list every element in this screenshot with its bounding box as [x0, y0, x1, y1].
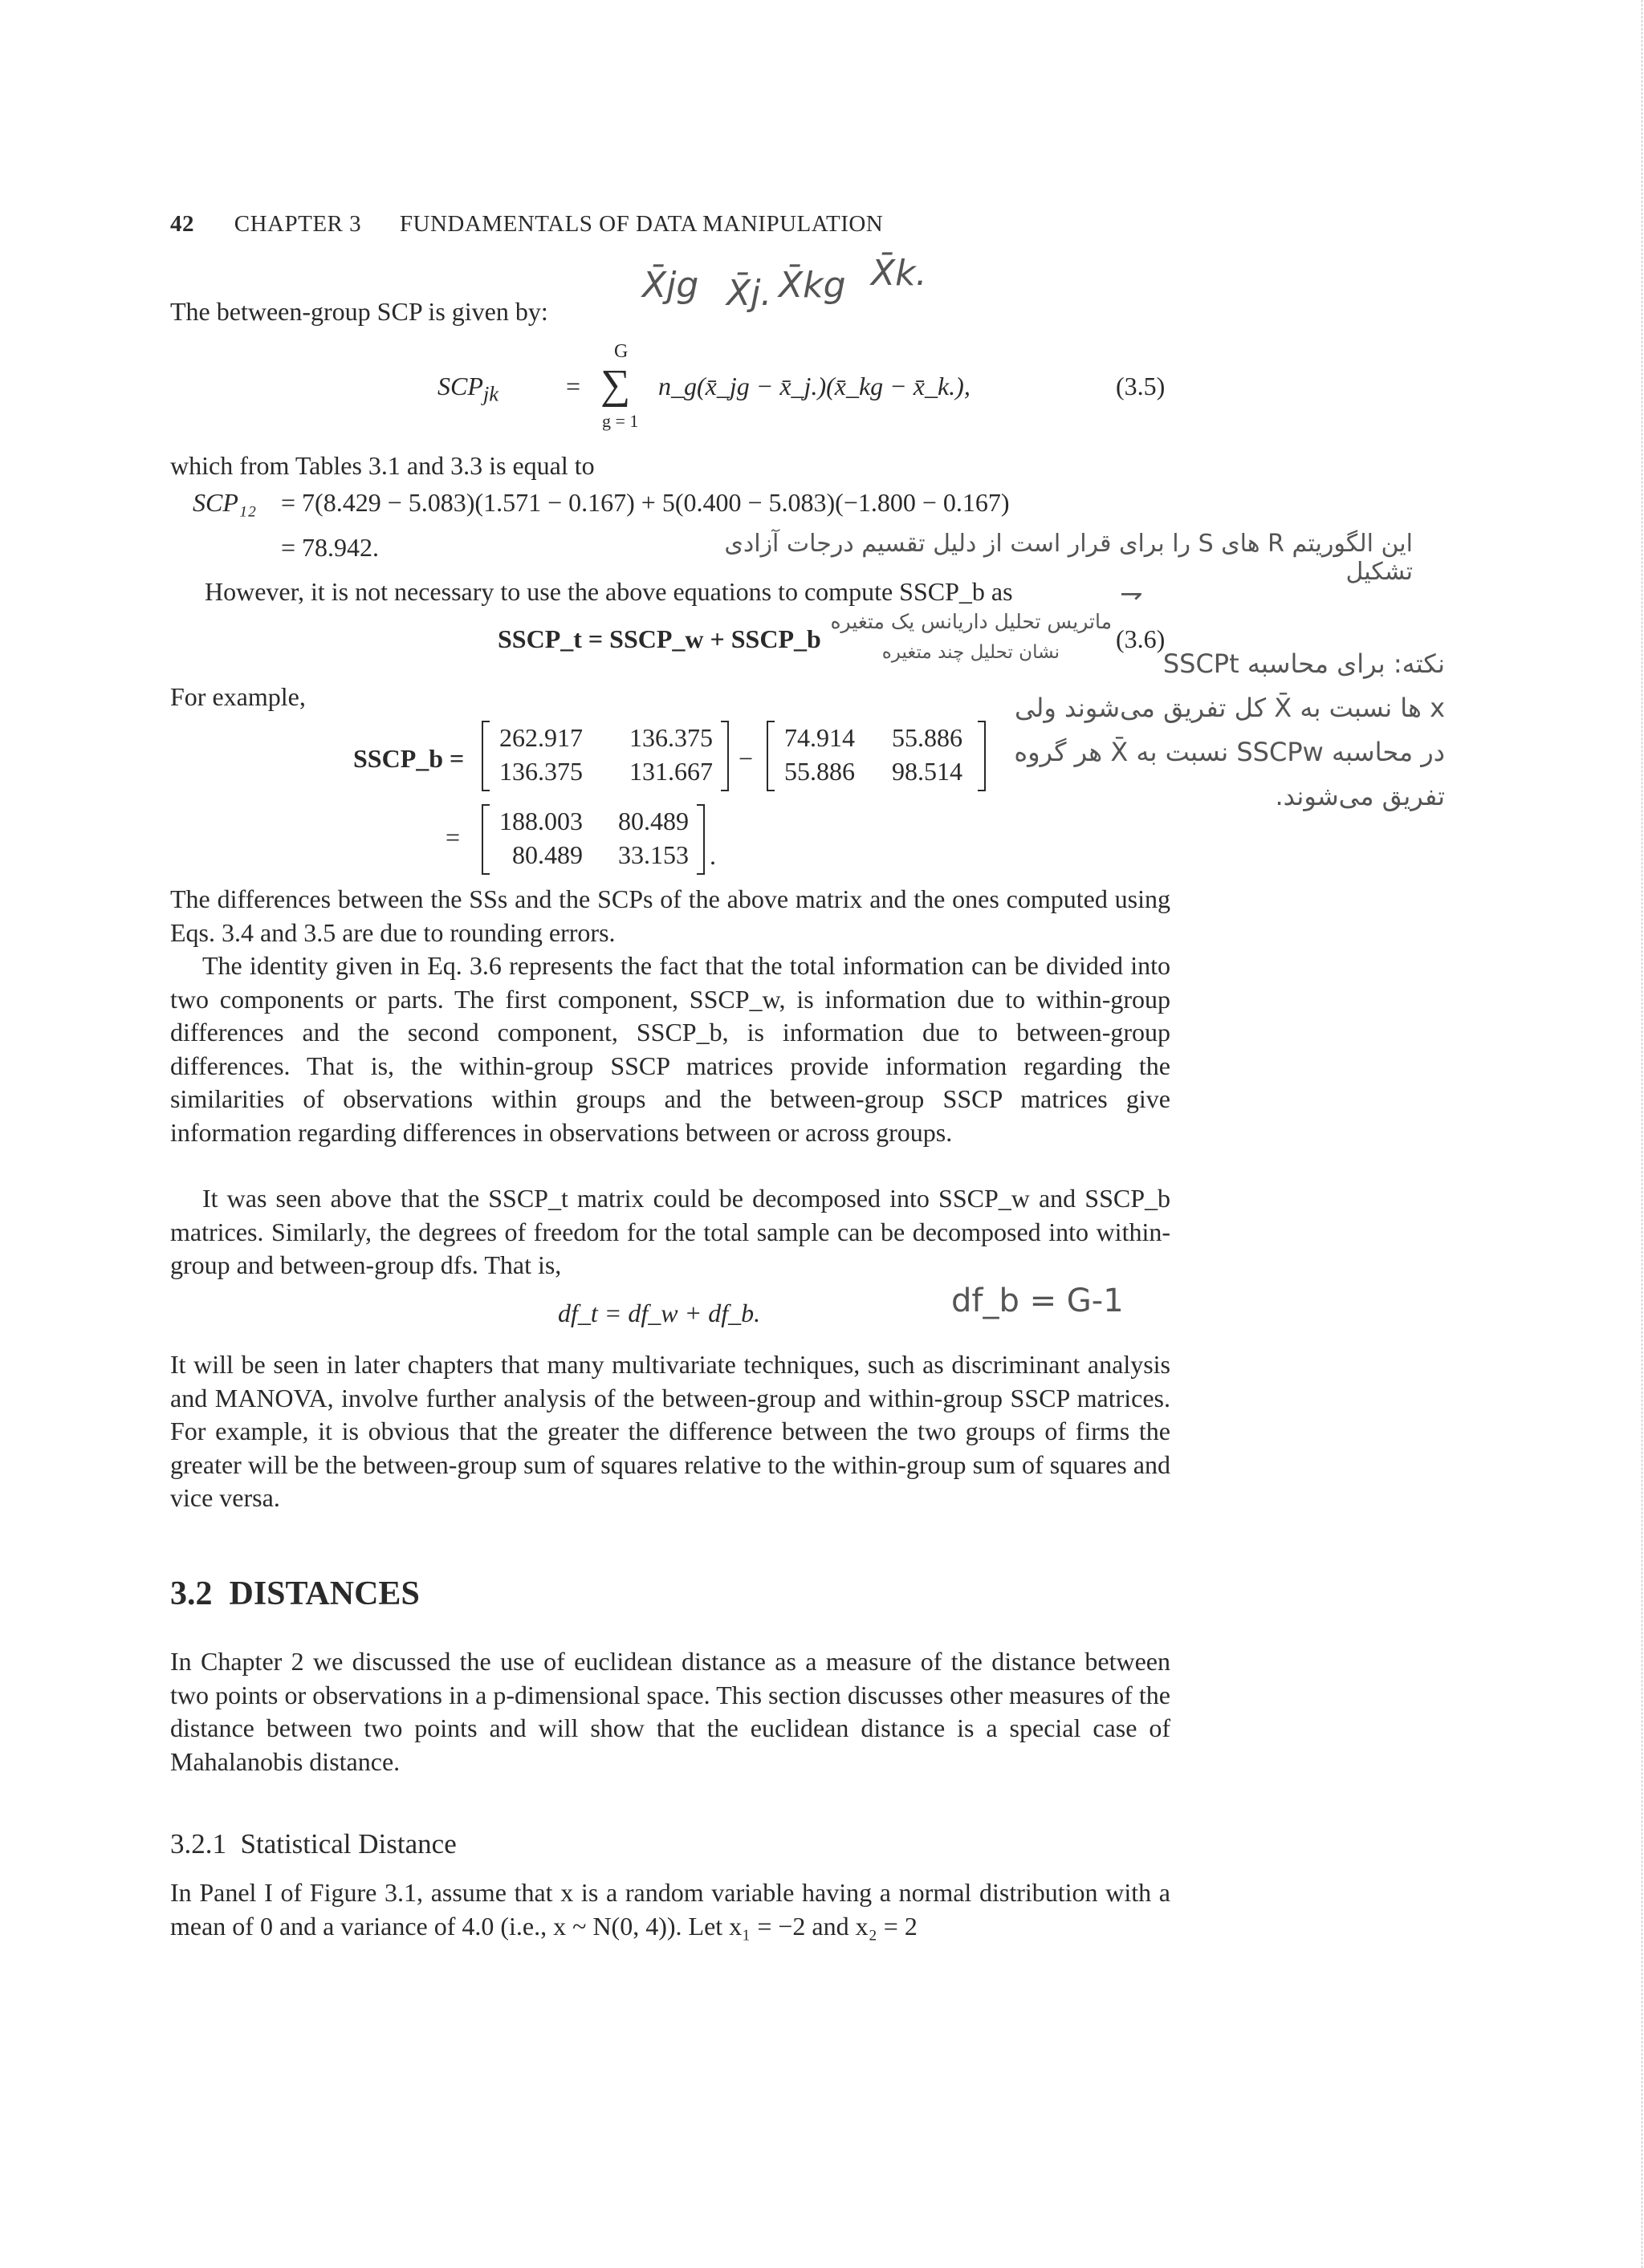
matrix-2: [773, 721, 974, 788]
equals-sign: =: [446, 823, 461, 852]
paragraph: The differences between the SSs and the SCPs of the above matrix and the ones computed using Eqs. 3.4 and 3.5 are due to rounding errors.: [170, 884, 1170, 947]
tables-line: which from Tables 3.1 and 3.3 is equal to: [170, 451, 595, 480]
matrix-cell: 131.667: [629, 757, 713, 786]
paragraph: In Chapter 2 we discussed the use of euclidean distance as a measure of the distance between two points or observations in a p-dimensional space. This section discusses other measures of the distance between two points and will show that the euclidean distance is a special case of Mahalanobis distance.: [170, 1647, 1170, 1776]
handwritten-note: [995, 642, 1445, 819]
equation-number: (3.6): [1116, 624, 1166, 653]
matrix-cell: 136.375: [629, 723, 713, 752]
eq-lhs: SCP: [437, 372, 483, 400]
running-head: [170, 211, 883, 238]
right-bracket: [978, 721, 986, 791]
eq-rhs: n_g(x̄_jg − x̄_j.)(x̄_kg − x̄_k.),: [658, 372, 971, 400]
however-line: However, it is not necessary to use the above equations to compute SSCP_b as: [205, 577, 1013, 606]
matrix-cell: 136.375: [499, 757, 583, 786]
minus-sign: −: [739, 744, 754, 773]
matrix-cell: 80.489: [618, 807, 689, 835]
right-bracket: [697, 804, 705, 875]
paragraph: [170, 1182, 1170, 1282]
matrix-cell: 74.914: [784, 723, 855, 752]
for-example: For example,: [170, 682, 306, 711]
paragraph: [170, 949, 1170, 1149]
section-number: 3.2: [170, 1575, 213, 1612]
matrix-period: .: [710, 841, 716, 870]
handwritten-note: ماتریس تحلیل داریانس یک متغیره: [830, 610, 1112, 633]
section-heading: [170, 1575, 420, 1613]
equals-sign: =: [566, 372, 581, 400]
subsection-title: Statistical Distance: [240, 1828, 457, 1860]
matrix-cell: 262.917: [499, 723, 583, 752]
paragraph-text: It was seen above that the SSCP_t matrix could be decomposed into SSCP_w and SSCP_b matrices. Similarly, the degrees of freedom for the total sample can be decomposed into within-group and between-group dfs. That is,: [170, 1184, 1170, 1279]
handwritten-note: نشان تحلیل چند متغیره: [881, 642, 1060, 663]
page-number: 42: [170, 211, 194, 237]
equation-3-5: [437, 372, 498, 406]
handwritten-note-line: در محاسبه SSCPw نسبت به X̄ هر گروه: [1014, 737, 1445, 767]
subsection-number: 3.2.1: [170, 1828, 226, 1860]
matrix-lhs: SSCP_b =: [353, 744, 465, 773]
section-title: DISTANCES: [229, 1575, 420, 1612]
chapter-label: CHAPTER 3: [234, 211, 362, 237]
handwritten-note: df_b = G-1: [951, 1282, 1124, 1319]
subsection-heading: [170, 1828, 457, 1860]
arrow-icon: ⇁: [1120, 578, 1143, 610]
matrix-cell: 188.003: [499, 807, 583, 835]
handwritten-symbol: X̄kg: [779, 265, 846, 306]
handwritten-note-line: تفریق می‌شوند.: [1275, 781, 1445, 811]
matrix-cell: 98.514: [892, 757, 962, 786]
paragraph-text: The identity given in Eq. 3.6 represents the fact that the total information can be divided into two components or parts. The first component, SSCP_w, is information due to within-group differences and the second component, SSCP_b, is information due to between-group differences. That is, the within-group SSCP matrices provide information regarding the similarities of observations within groups and the between-group SSCP matrices give information regarding differences in observations between or across groups.: [170, 951, 1170, 1147]
paragraph: In Panel I of Figure 3.1, assume that x is a random variable having a normal distribution with a mean of 0 and a variance of 4.0 (i.e., x ~ N(0, 4)). Let x₁ = −2 and x₂ = 2: [170, 1878, 1170, 1941]
matrix-cell: 80.489: [512, 840, 583, 869]
matrix-cell: 55.886: [784, 757, 855, 786]
intro-line: The between-group SCP is given by:: [170, 297, 548, 326]
handwritten-note-line: نکته: برای محاسبه SSCPt: [1162, 648, 1445, 679]
equation-3-6: SSCP_t = SSCP_w + SSCP_b: [498, 624, 821, 653]
handwritten-note: این الگوریتم R های S را برای قرار است از دلیل تقسیم درجات آزادی تشکیل: [724, 530, 1413, 586]
handwritten-symbol: X̄jg: [642, 265, 699, 306]
sum-symbol: ∑: [600, 362, 631, 408]
sum-lower-limit: g = 1: [602, 411, 639, 431]
handwritten-note-line: x ها نسبت به X̄ کل تفریق می‌شوند ولی: [1015, 693, 1445, 723]
matrix-3: [488, 804, 700, 872]
df-equation: df_t = df_w + df_b.: [558, 1299, 761, 1327]
scp12-lhs: SCP₁₂: [193, 488, 257, 517]
handwritten-symbol: X̄k.: [871, 253, 927, 294]
matrix-cell: 33.153: [618, 840, 689, 869]
matrix-cell: 55.886: [892, 723, 962, 752]
matrix-1: [488, 721, 724, 788]
chapter-title: FUNDAMENTALS OF DATA MANIPULATION: [399, 211, 884, 237]
right-bracket: [721, 721, 729, 791]
eq-lhs-subscript: jk: [482, 381, 499, 406]
handwritten-symbol: X̄j.: [726, 273, 772, 314]
scp12-line-1: = 7(8.429 − 5.083)(1.571 − 0.167) + 5(0.400 − 5.083)(−1.800 − 0.167): [281, 488, 1010, 517]
paragraph: It will be seen in later chapters that many multivariate techniques, such as discriminant analysis and MANOVA, involve further analysis of the between-group and within-group SSCP matrices. For example, it is obvious that the greater the difference between the two groups of firms the greater will be the between-group sum of squares relative to the within-group sum of squares and vice versa.: [170, 1350, 1170, 1512]
scp12-line-2: = 78.942.: [281, 533, 380, 562]
equation-number: (3.5): [1116, 372, 1166, 400]
sum-upper-limit: G: [614, 341, 629, 362]
